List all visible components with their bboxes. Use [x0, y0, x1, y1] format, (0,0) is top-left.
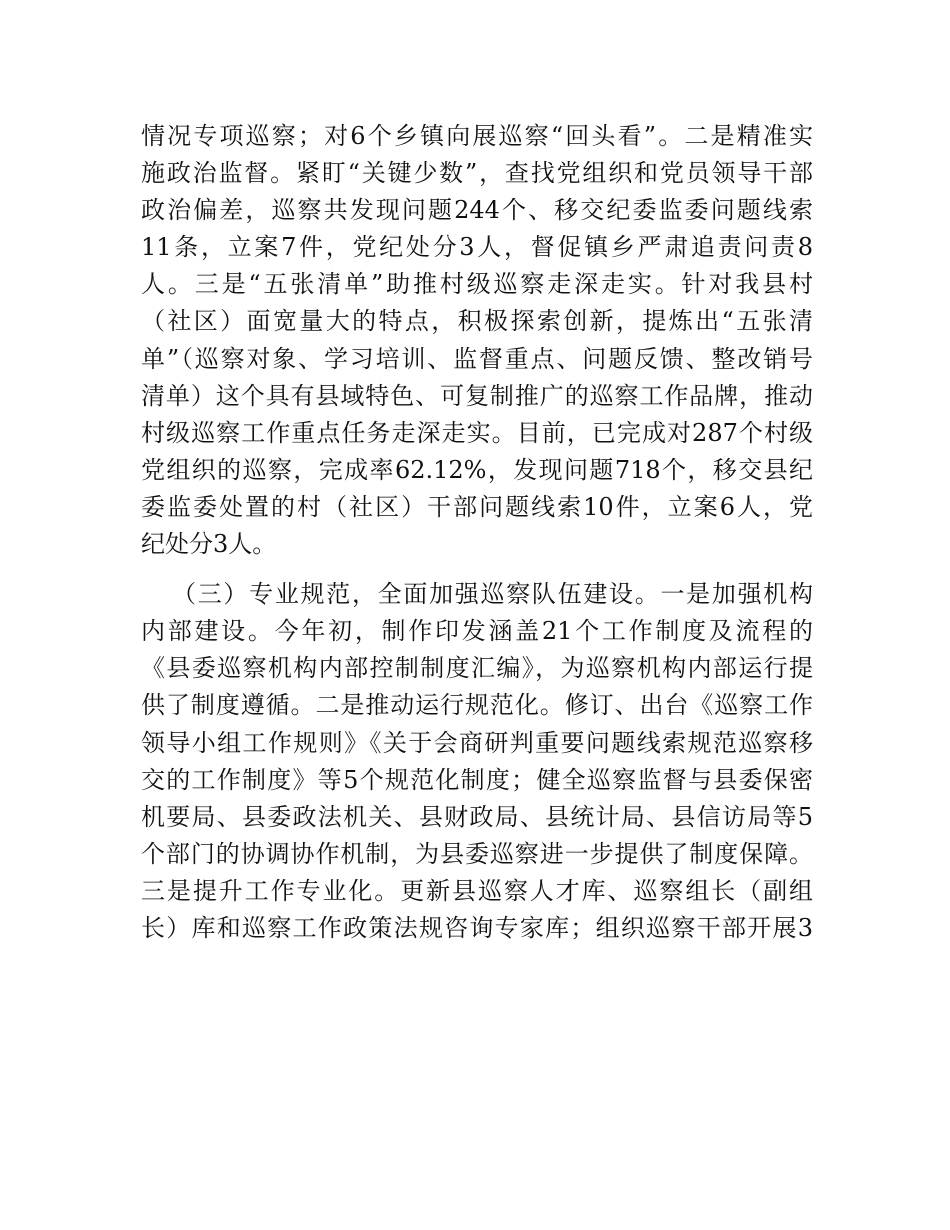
paragraph-line: 单”（巡察对象、学习培训、监督重点、问题反馈、整改销号 [141, 344, 813, 373]
paragraph-line: 三是提升工作专业化。更新县巡察人才库、巡察组长（副组 [141, 876, 813, 905]
paragraph-line: 个部门的协调协作机制，为县委巡察进一步提供了制度保障。 [141, 839, 813, 868]
paragraph-spacer [141, 563, 813, 576]
paragraph-line: （三）专业规范，全面加强巡察队伍建设。一是加强机构 [172, 580, 813, 609]
paragraph-line: 人。三是“五张清单”助推村级巡察走深走实。针对我县村 [141, 270, 813, 299]
paragraph-line: 交的工作制度》等5个规范化制度；健全巡察监督与县委保密 [141, 765, 813, 794]
paragraph-line: 政治偏差，巡察共发现问题244个、移交纪委监委问题线索 [141, 196, 813, 225]
paragraph-line: （社区）面宽量大的特点，积极探索创新，提炼出“五张清 [141, 307, 813, 336]
paragraph-1 [141, 118, 813, 563]
paragraph-line: 清单）这个具有县域特色、可复制推广的巡察工作品牌，推动 [141, 381, 813, 410]
paragraph-line: 情况专项巡察；对6个乡镇向展巡察“回头看”。二是精准实 [141, 122, 813, 150]
paragraph-line: 11条，立案7件，党纪处分3人，督促镇乡严肃追责问责8 [141, 233, 813, 262]
paragraph-line: 党组织的巡察，完成率62.12%，发现问题718个，移交县纪 [141, 455, 813, 484]
paragraph-line: 内部建设。今年初，制作印发涵盖21个工作制度及流程的 [141, 617, 813, 646]
paragraph-line: 施政治监督。紧盯“关键少数”，查找党组织和党员领导干部 [141, 159, 813, 188]
paragraph-line: 机要局、县委政法机关、县财政局、县统计局、县信访局等5 [141, 802, 813, 831]
paragraph-line: 领导小组工作规则》《关于会商研判重要问题线索规范巡察移 [141, 728, 813, 757]
paragraph-line: 《县委巡察机构内部控制制度汇编》，为巡察机构内部运行提 [141, 654, 813, 683]
document-body [141, 118, 813, 947]
paragraph-2 [141, 576, 813, 947]
paragraph-line: 委监委处置的村（社区）干部问题线索10件，立案6人，党 [141, 492, 813, 521]
paragraph-line: 村级巡察工作重点任务走深走实。目前，已完成对287个村级 [141, 418, 813, 447]
paragraph-line: 供了制度遵循。二是推动运行规范化。修订、出台《巡察工作 [141, 691, 813, 720]
paragraph-line: 长）库和巡察工作政策法规咨询专家库；组织巡察干部开展3 [141, 913, 813, 942]
paragraph-line: 纪处分3人。 [141, 530, 277, 559]
